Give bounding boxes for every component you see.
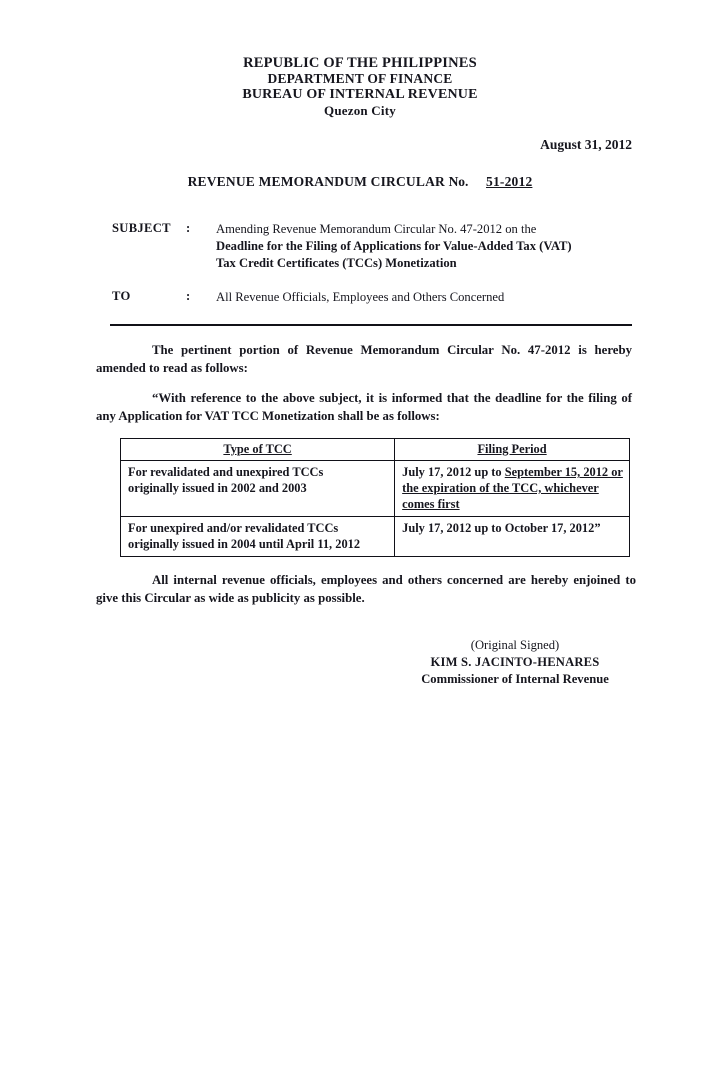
table-cell-type [121,461,395,517]
table-header-period [395,439,630,461]
circular-title-text: REVENUE MEMORANDUM CIRCULAR [187,174,445,189]
to-value: All Revenue Officials, Employees and Others Concerned [216,290,505,304]
type-line-2: originally issued in 2002 and 2003 [128,481,307,495]
period-normal-text: July 17, 2012 up to [402,465,505,479]
table-cell-type [121,517,395,557]
table-header-type [121,439,395,461]
letterhead-republic: REPUBLIC OF THE PHILIPPINES [243,55,477,71]
period-normal-text: July 17, 2012 up to October 17, 2012” [402,521,601,535]
signature-name: KIM S. JACINTO-HENARES [430,655,600,669]
letterhead-department: DEPARTMENT OF FINANCE [267,71,453,86]
type-line-2: originally issued in 2004 until April 11, 2012 [128,537,361,551]
circular-heading [0,174,720,190]
closing-paragraph: All internal revenue officials, employees and others concerned are hereby enjoined to give this Circular as wide as publicity as possible. [96,573,636,605]
subject-label: SUBJECT [112,221,171,235]
letterhead-bureau: BUREAU OF INTERNAL REVENUE [242,87,478,102]
memo-meta-block [112,221,632,306]
signature-title: Commissioner of Internal Revenue [421,672,609,686]
type-line-1: For revalidated and unexpired TCCs [128,465,324,479]
table-header-type-text: Type of TCC [223,442,292,456]
subject-colon: : [186,221,191,235]
tcc-filing-period-table [120,438,630,557]
to-colon: : [186,289,191,303]
signature-block [390,637,640,688]
signature-original-signed: (Original Signed) [470,638,560,652]
circular-number-label: No. [448,174,469,189]
body-paragraph-1: The pertinent portion of Revenue Memorandum Circular No. 47-2012 is hereby amended to read as follows: [96,343,632,375]
table-row [121,517,630,557]
subject-row [112,221,632,272]
to-label: TO [112,289,131,303]
table-header-period-text: Filing Period [477,442,547,456]
period-emphasized-text: September 15, 2012 or the expiration of the TCC, whichever comes first [402,465,623,511]
type-line-1: For unexpired and/or revalidated TCCs [128,521,339,535]
document-date: August 31, 2012 [540,137,632,152]
table-row [121,461,630,517]
header-divider-rule [110,324,632,326]
subject-value [216,221,632,272]
letterhead-city: Quezon City [324,103,396,118]
letterhead [0,55,720,119]
circular-number: 51-2012 [486,174,533,189]
body-paragraph-2: “With reference to the above subject, it is informed that the deadline for the filing of any Application for VAT TCC Monetization shall be as follows: [96,391,632,423]
subject-line-1: Amending Revenue Memorandum Circular No. 47-2012 on the [216,222,537,236]
table-cell-period [395,461,630,517]
table-cell-period [395,517,630,557]
table-header-row [121,439,630,461]
subject-line-3: Tax Credit Certificates (TCCs) Monetization [216,256,457,270]
subject-line-2: Deadline for the Filing of Applications for Value-Added Tax (VAT) [216,239,572,253]
to-row [112,289,632,306]
